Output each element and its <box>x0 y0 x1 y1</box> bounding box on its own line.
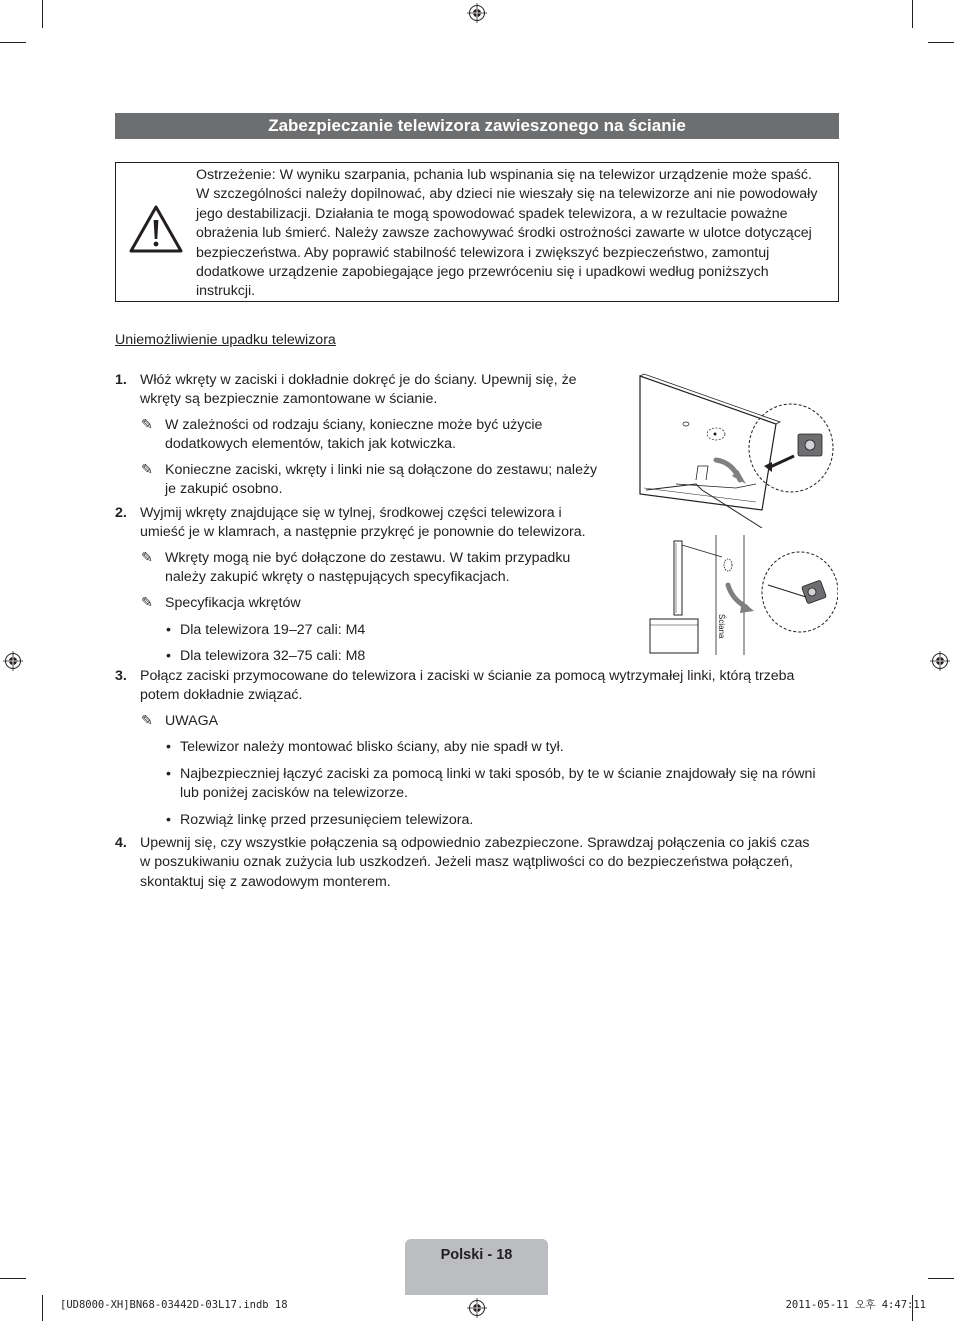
crop-mark <box>912 0 913 28</box>
step-text: Włóż wkręty w zaciski i dokładnie dokręć je do ściany. Upewnij się, że wkręty są bezpiecznie zamontowane w ścianie. <box>140 372 577 408</box>
section-title: Zabezpieczanie telewizora zawieszonego na ścianie <box>115 113 839 139</box>
crop-mark <box>0 42 26 43</box>
bullet-item: • Rozwiąż linkę przed przesunięciem telewizora. <box>166 812 474 828</box>
warning-line: Ostrzeżenie: W wyniku szarpania, pchania lub wspinania się na telewizor urządzenie może spaść. <box>196 167 812 183</box>
registration-mark-icon <box>467 1298 487 1318</box>
note: ✎ Konieczne zaciski, wkręty i linki nie są dołączone do zestawu; należy je zakupić osobno. <box>141 462 598 498</box>
note: ✎ UWAGA <box>165 712 218 731</box>
subheading: Uniemożliwienie upadku telewizora <box>115 332 336 348</box>
note-pencil-icon: ✎ <box>141 550 153 566</box>
print-slug-left: [UD8000-XH]BN68-03442D-03L17.indb 18 <box>60 1299 288 1311</box>
crop-mark <box>928 1278 954 1279</box>
warning-box <box>115 162 839 302</box>
note: ✎ W zależności od rodzaju ściany, konieczne może być użycie dodatkowych elementów, takich jak kotwiczka. <box>141 417 543 453</box>
crop-mark <box>0 1278 26 1279</box>
crop-mark <box>42 0 43 28</box>
note-pencil-icon: ✎ <box>141 595 153 611</box>
step-number: 2. <box>115 505 127 521</box>
registration-mark-icon <box>930 651 950 671</box>
step-text: Połącz zaciski przymocowane do telewizora i zaciski w ścianie za pomocą wytrzymałej linki, którą trzeba potem dokładnie związać. <box>140 668 795 704</box>
warning-line: obrażenia lub śmierć. Należy zawsze zachowywać środki ostrożności zawarte w ulotce dotyczącej <box>196 225 812 242</box>
warning-line: bezpieczeństwa. Aby poprawić stabilność telewizora i zwiększyć bezpieczeństwo, zamontuj <box>196 244 770 261</box>
bullet-item: • Telewizor należy montować blisko ściany, aby nie spadł w tył. <box>166 739 564 755</box>
bullet-item: • Dla telewizora 19–27 cali: M4 <box>166 622 366 638</box>
warning-line: W szczególności należy dopilnować, aby dzieci nie wieszały się na telewizorze ani nie powodowały <box>196 186 818 203</box>
warning-line: instrukcji. <box>196 283 256 300</box>
tv-back-bracket-illustration <box>636 372 836 528</box>
note: ✎ Specyfikacja wkrętów <box>165 594 301 613</box>
warning-text <box>196 166 832 302</box>
bullet-item: • Najbezpieczniej łączyć zaciski za pomocą linki w taki sposób, by te w ścianie znajdowały się na równi lub poniżej zacisków na telewizorze. <box>166 766 816 802</box>
note: ✎ Wkręty mogą nie być dołączone do zestawu. W takim przypadku należy zakupić wkręty o następujących specyfikacjach. <box>141 550 571 586</box>
crop-mark <box>928 42 954 43</box>
note-pencil-icon: ✎ <box>141 417 153 433</box>
step-number: 3. <box>115 668 127 684</box>
warning-line: jego destabilizacji. Działania te mogą spowodować spadek telewizora, a w rezultacie poważne <box>196 205 788 222</box>
registration-mark-icon <box>467 3 487 23</box>
page-number-tab: Polski - 18 <box>405 1239 548 1295</box>
bullet-item: • Dla telewizora 32–75 cali: M8 <box>166 648 366 664</box>
step-text: Upewnij się, czy wszystkie połączenia są odpowiednio zabezpieczone. Sprawdzaj połączenia co jakiś czas w poszukiwaniu oznak zużycia lub uszkodzeń. Jeżeli masz wątpliwości co do bezpieczeństwa połączeń, skontaktuj się z zawodowym monterem. <box>140 835 810 890</box>
step-text: Wyjmij wkręty znajdujące się w tylnej, środkowej części telewizora i umieść je w klamrach, a następnie przykręć je ponownie do telewizora. <box>140 505 586 541</box>
step-number: 4. <box>115 835 127 851</box>
wall-label: Ściana <box>717 614 726 639</box>
warning-triangle-icon <box>128 204 184 254</box>
tv-wall-cable-illustration <box>646 535 838 655</box>
print-slug-right: 2011-05-11 오후 4:47:11 <box>785 1299 926 1311</box>
note-pencil-icon: ✎ <box>141 713 153 729</box>
note-pencil-icon: ✎ <box>141 462 153 478</box>
step-number: 1. <box>115 372 127 388</box>
crop-mark <box>42 1295 43 1321</box>
warning-line: dodatkowe urządzenie zapobiegające jego przewróceniu się i upadkowi według poniższych <box>196 264 769 281</box>
registration-mark-icon <box>3 651 23 671</box>
warning-label: Ostrzeżenie <box>196 167 272 183</box>
